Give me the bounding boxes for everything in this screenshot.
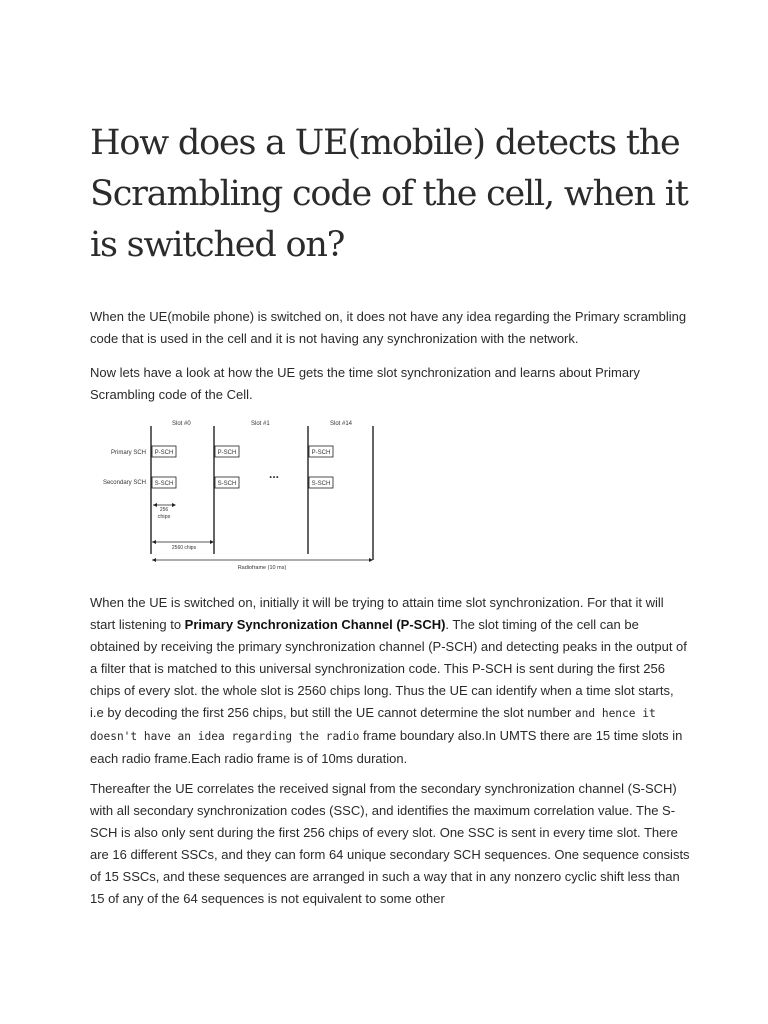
ssch-text-slot0: S-SCH	[154, 481, 174, 487]
slot-sync-mono-text: and hence it doesn't have an idea regarding the radio	[90, 707, 656, 743]
slot-sync-text-end: frame boundary also.In UMTS there are 15 time slots in each radio frame.Each radio frame is of 10ms duration.	[90, 728, 683, 766]
slot-sync-text-middle: . The slot timing of the cell can be obtained by receiving the primary synchronization channel (P-SCH) and detecting peaks in the output of a filter that is matched to this universal synchronization code. This P-SCH is sent during the first 256 chips of every slot. the whole slot is 2560 chips long. Thus the UE can identify when a time slot starts, i.e by decoding the first 256 chips, but still the UE cannot determine the slot number	[90, 617, 687, 720]
paragraph-secondary-sync: Thereafter the UE correlates the received signal from the secondary synchronization channel (S-SCH) with all secondary synchronization codes (SSC), and identifies the maximum correlation value. The S-SCH is also only sent during the first 256 chips of every slot. One SSC is sent in every time slot. There are 16 different SSCs, and they can form 64 unique secondary SCH sequences. One sequence consists of 15 SSCs, and these sequences are arranged in such a way that in any nonzero cyclic shift less than 15 of any of the 64 sequences is not equivalent to some other	[90, 781, 690, 906]
chips256-unit: chips	[157, 514, 171, 520]
slot14-label: Slot #14	[330, 421, 353, 427]
paragraph-intro: When the UE(mobile phone) is switched on, it does not have any idea regarding the Primary scrambling code that is used in the cell and it is not having any synchronization with the network.	[90, 309, 687, 346]
psch-text-slot14: P-SCH	[311, 450, 331, 456]
radioframe-label: Radioframe (10 ms)	[237, 565, 287, 571]
psch-highlight: Primary Synchronization Channel (P-SCH)	[184, 617, 446, 632]
ssch-text-slot1: S-SCH	[217, 481, 237, 487]
ssch-text-slot14: S-SCH	[311, 481, 331, 487]
article-title: How does a UE(mobile) detects the Scrambling code of the cell, when it is switched on?	[90, 123, 688, 265]
slot-sync-text-start: When the UE is switched on, initially it will be trying to attain time slot synchronization. For that it will start listening to	[90, 595, 664, 632]
chips256-label: 256	[159, 507, 169, 513]
ellipsis-mark: ...	[268, 467, 280, 481]
paragraph-overview: Now lets have a look at how the UE gets the time slot synchronization and learns about Primary Scrambling code of the Cell.	[90, 365, 640, 402]
primary-sch-label: Primary SCH	[110, 450, 146, 456]
chips2560-label: 2560 chips	[171, 545, 197, 551]
slot1-label: Slot #1	[251, 421, 270, 427]
paragraph-slot-sync	[90, 592, 690, 770]
slot-structure-diagram	[96, 414, 392, 578]
psch-text-slot0: P-SCH	[154, 450, 174, 456]
psch-text-slot1: P-SCH	[217, 450, 237, 456]
slot0-label: Slot #0	[172, 421, 191, 427]
secondary-sch-label: Secondary SCH	[102, 480, 146, 486]
